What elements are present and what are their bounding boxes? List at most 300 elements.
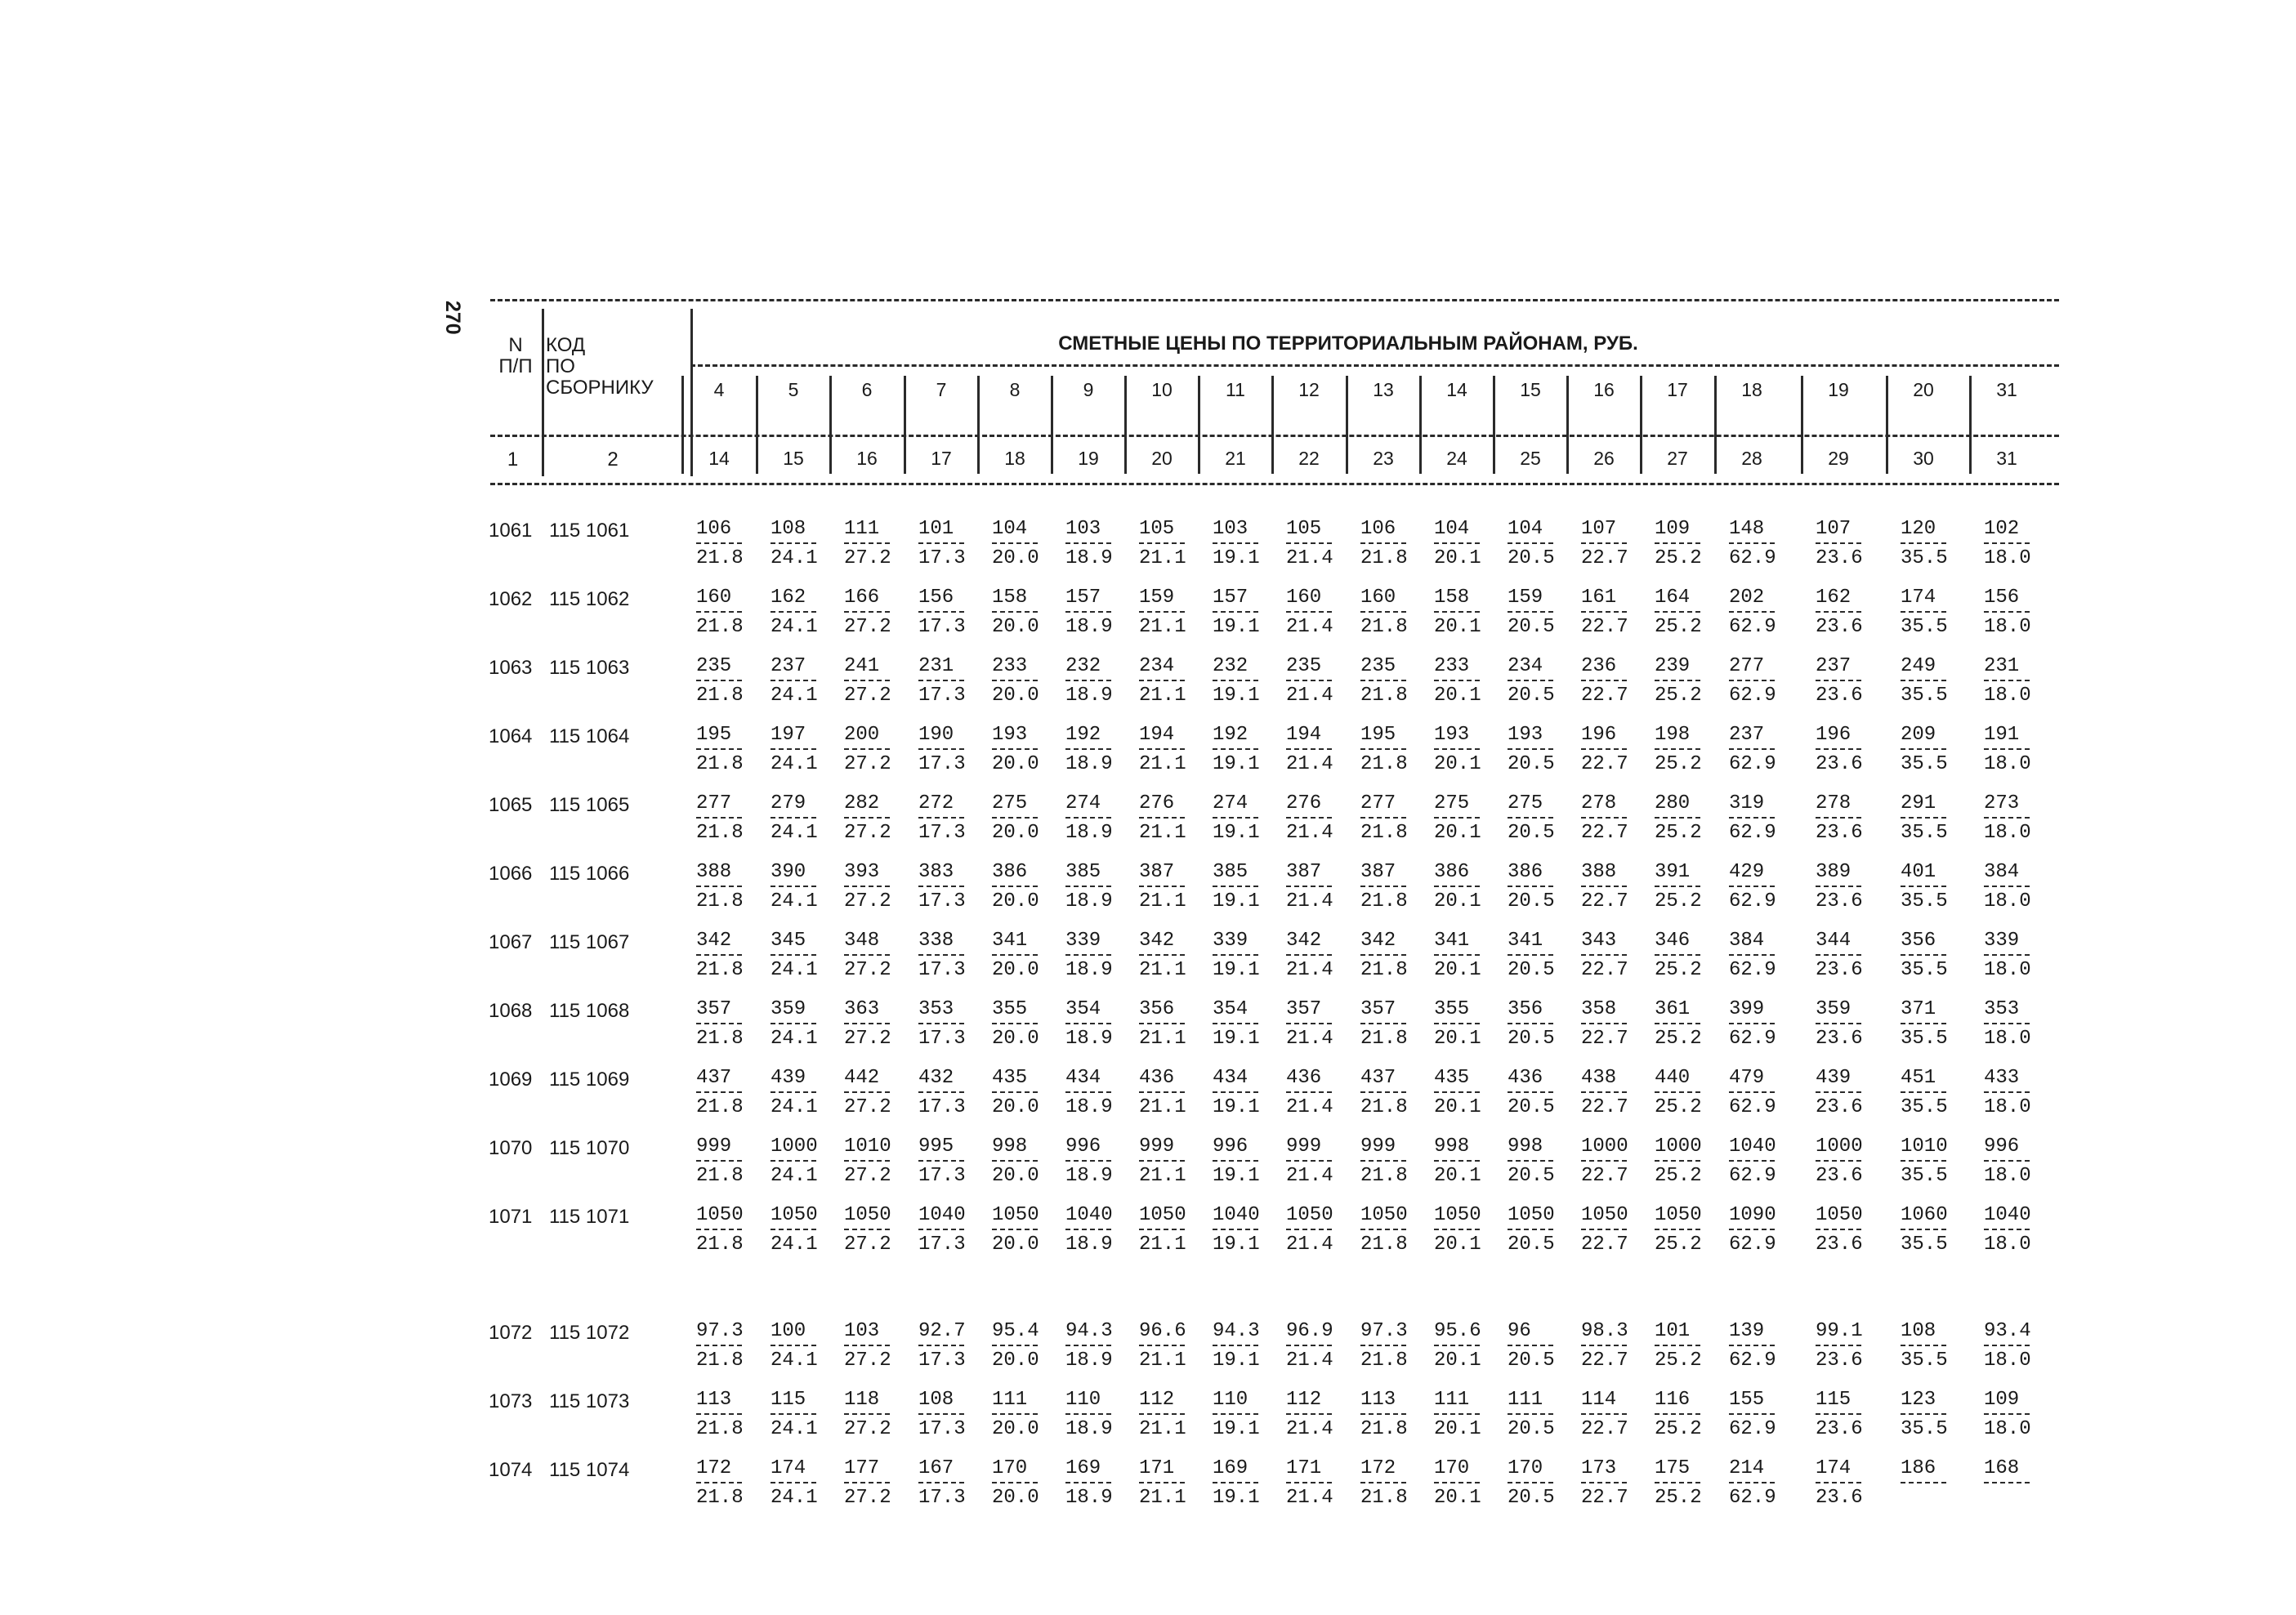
fraction-bar (1984, 1160, 2030, 1162)
price-value: 194 (1139, 724, 1175, 746)
fraction-bar (1581, 748, 1627, 750)
fraction-bar (1065, 1413, 1111, 1415)
price-index: 21.8 (1360, 685, 1408, 707)
fraction-bar (1213, 1413, 1258, 1415)
price-index: 20.5 (1508, 1418, 1555, 1440)
price-index: 27.2 (844, 547, 891, 569)
price-value: 357 (1360, 998, 1396, 1020)
header-region-20: 20 (1913, 379, 1934, 400)
price-value: 209 (1901, 724, 1936, 746)
header-divider-n (542, 309, 544, 476)
header-column-divider (1493, 376, 1495, 474)
fraction-bar (1360, 542, 1406, 544)
header-column-number-23: 23 (1373, 448, 1394, 469)
price-index: 21.8 (696, 822, 744, 844)
fraction-bar (771, 1482, 816, 1483)
price-cell (918, 1135, 984, 1188)
fraction-bar (1360, 954, 1406, 956)
price-value: 101 (918, 518, 954, 540)
fraction-bar (918, 1229, 964, 1230)
price-value: 387 (1286, 861, 1322, 883)
price-index: 21.8 (1360, 1234, 1408, 1256)
fraction-bar (992, 1160, 1038, 1162)
price-index: 27.2 (844, 1028, 891, 1050)
price-cell (992, 1457, 1057, 1510)
fraction-bar (1816, 611, 1861, 613)
header-region-6: 6 (861, 379, 873, 400)
fraction-bar (992, 817, 1038, 819)
price-index: 21.1 (1139, 1096, 1186, 1118)
price-index: 23.6 (1816, 1350, 1863, 1372)
price-index: 21.4 (1286, 822, 1333, 844)
header-col-n: N П/П (498, 334, 533, 377)
row-number: 1071 (489, 1206, 533, 1228)
price-value: 388 (1581, 861, 1617, 883)
price-cell (1901, 1135, 1966, 1188)
price-cell (844, 930, 909, 982)
fraction-bar (1655, 680, 1700, 681)
price-cell (1139, 930, 1204, 982)
row-code: 115 1073 (549, 1390, 630, 1412)
fraction-bar (1213, 1482, 1258, 1483)
price-cell (992, 861, 1057, 913)
fraction-bar (1816, 817, 1861, 819)
row-number: 1069 (489, 1068, 533, 1091)
row-code: 115 1072 (549, 1322, 630, 1344)
price-value: 384 (1729, 930, 1765, 952)
fraction-bar (1065, 1023, 1111, 1024)
row-code: 115 1061 (549, 520, 630, 542)
price-cell (918, 1389, 984, 1441)
price-index: 62.9 (1729, 1234, 1776, 1256)
fraction-bar (1655, 1229, 1700, 1230)
price-value: 434 (1213, 1067, 1249, 1089)
price-cell (992, 724, 1057, 776)
price-index: 23.6 (1816, 547, 1863, 569)
fraction-bar (1139, 954, 1185, 956)
fraction-bar (1655, 748, 1700, 750)
price-cell (1984, 998, 2049, 1051)
price-cell (918, 655, 984, 707)
price-cell (992, 930, 1057, 982)
price-cell (844, 724, 909, 776)
fraction-bar (1816, 680, 1861, 681)
price-index: 27.2 (844, 1096, 891, 1118)
price-value: 1040 (1065, 1204, 1113, 1226)
price-index: 20.5 (1508, 1165, 1555, 1187)
price-cell (1655, 1389, 1720, 1441)
price-value: 277 (696, 792, 732, 814)
header-region-4: 4 (713, 379, 725, 400)
fraction-bar (1729, 817, 1775, 819)
fraction-bar (1581, 1482, 1627, 1483)
fraction-bar (1286, 748, 1332, 750)
price-cell (1984, 655, 2049, 707)
price-index: 24.1 (771, 1418, 818, 1440)
price-index: 27.2 (844, 753, 891, 775)
fraction-bar (1655, 1023, 1700, 1024)
fraction-bar (992, 954, 1038, 956)
header-title-rule (690, 364, 2059, 367)
price-index: 21.8 (696, 1487, 744, 1509)
price-value: 168 (1984, 1457, 2020, 1479)
price-cell (1729, 1204, 1794, 1256)
price-cell (1508, 792, 1573, 845)
fraction-bar (771, 1160, 816, 1162)
fraction-bar (1434, 954, 1480, 956)
price-index: 20.5 (1508, 1096, 1555, 1118)
price-value: 172 (696, 1457, 732, 1479)
header-top-rule (490, 299, 2059, 301)
price-cell (1581, 655, 1646, 707)
price-cell (1434, 587, 1499, 639)
fraction-bar (844, 1413, 890, 1415)
price-value: 999 (1360, 1135, 1396, 1158)
price-index: 19.1 (1213, 890, 1260, 912)
fraction-bar (696, 542, 742, 544)
fraction-bar (1065, 611, 1111, 613)
price-value: 214 (1729, 1457, 1765, 1479)
price-cell (992, 518, 1057, 570)
price-value: 393 (844, 861, 880, 883)
price-cell (1434, 1204, 1499, 1256)
price-cell (1729, 1457, 1794, 1510)
price-cell (1213, 792, 1278, 845)
price-index: 20.5 (1508, 959, 1555, 981)
fraction-bar (1139, 886, 1185, 887)
price-cell (1360, 587, 1426, 639)
price-value: 241 (844, 655, 880, 677)
price-value: 1010 (1901, 1135, 1948, 1158)
price-value: 171 (1286, 1457, 1322, 1479)
price-value: 105 (1286, 518, 1322, 540)
price-value: 170 (992, 1457, 1028, 1479)
price-cell (1213, 587, 1278, 639)
row-number: 1061 (489, 520, 533, 542)
header-column-divider (1346, 376, 1348, 474)
price-index: 21.8 (1360, 1096, 1408, 1118)
price-value: 272 (918, 792, 954, 814)
price-cell (1434, 724, 1499, 776)
fraction-bar (918, 817, 964, 819)
price-value: 97.3 (1360, 1320, 1408, 1342)
price-index: 21.8 (1360, 1028, 1408, 1050)
price-index: 22.7 (1581, 685, 1628, 707)
price-value: 162 (1816, 587, 1852, 609)
price-value: 115 (771, 1389, 806, 1411)
fraction-bar (1508, 817, 1553, 819)
price-cell (1139, 655, 1204, 707)
price-index: 20.1 (1434, 1350, 1481, 1372)
fraction-bar (1360, 886, 1406, 887)
price-value: 170 (1434, 1457, 1470, 1479)
fraction-bar (1434, 611, 1480, 613)
price-cell (1984, 518, 2049, 570)
price-cell (696, 518, 762, 570)
price-index: 35.5 (1901, 822, 1948, 844)
header-region-13: 13 (1373, 379, 1394, 400)
price-index: 20.5 (1508, 1487, 1555, 1509)
price-cell (1286, 518, 1351, 570)
price-cell (1816, 724, 1881, 776)
price-cell (1434, 998, 1499, 1051)
price-index: 20.0 (992, 1418, 1039, 1440)
fraction-bar (1816, 954, 1861, 956)
price-index: 27.2 (844, 685, 891, 707)
fraction-bar (1984, 1091, 2030, 1093)
price-value: 435 (992, 1067, 1028, 1089)
header-region-10: 10 (1151, 379, 1173, 400)
price-cell (1729, 724, 1794, 776)
price-value: 95.4 (992, 1320, 1039, 1342)
price-value: 276 (1139, 792, 1175, 814)
price-index: 21.8 (696, 1350, 744, 1372)
price-index: 25.2 (1655, 1418, 1702, 1440)
price-index: 19.1 (1213, 1234, 1260, 1256)
price-index: 20.1 (1434, 1487, 1481, 1509)
price-value: 167 (918, 1457, 954, 1479)
price-value: 1090 (1729, 1204, 1776, 1226)
fraction-bar (1816, 886, 1861, 887)
fraction-bar (1286, 542, 1332, 544)
price-value: 432 (918, 1067, 954, 1089)
fraction-bar (1139, 611, 1185, 613)
price-index: 23.6 (1816, 1234, 1863, 1256)
price-value: 237 (771, 655, 806, 677)
price-value: 191 (1984, 724, 2020, 746)
price-index: 20.1 (1434, 1096, 1481, 1118)
price-index: 22.7 (1581, 959, 1628, 981)
row-code: 115 1074 (549, 1459, 630, 1481)
fraction-bar (1729, 886, 1775, 887)
price-index: 23.6 (1816, 890, 1863, 912)
fraction-bar (1434, 542, 1480, 544)
price-cell (844, 792, 909, 845)
fraction-bar (1213, 1091, 1258, 1093)
fraction-bar (1729, 611, 1775, 613)
price-cell (1581, 1204, 1646, 1256)
fraction-bar (1286, 1345, 1332, 1346)
fraction-bar (844, 1160, 890, 1162)
price-value: 1050 (992, 1204, 1039, 1226)
price-index: 24.1 (771, 890, 818, 912)
header-column-divider (1714, 376, 1717, 474)
header-title: СМЕТНЫЕ ЦЕНЫ ПО ТЕРРИТОРИАЛЬНЫМ РАЙОНАМ, РУБ. (1058, 332, 1638, 355)
price-value: 105 (1139, 518, 1175, 540)
price-index: 21.1 (1139, 822, 1186, 844)
fraction-bar (992, 1091, 1038, 1093)
price-value: 353 (1984, 998, 2020, 1020)
fraction-bar (1901, 680, 1946, 681)
header-region-11: 11 (1226, 379, 1245, 400)
price-cell (844, 1204, 909, 1256)
price-index: 20.5 (1508, 547, 1555, 569)
price-value: 282 (844, 792, 880, 814)
price-cell (918, 930, 984, 982)
fraction-bar (1360, 680, 1406, 681)
fraction-bar (992, 680, 1038, 681)
price-index: 27.2 (844, 822, 891, 844)
header-column-number-15: 15 (783, 448, 804, 469)
fraction-bar (1984, 954, 2030, 956)
price-index: 20.5 (1508, 1234, 1555, 1256)
price-cell (1816, 792, 1881, 845)
price-value: 996 (1213, 1135, 1249, 1158)
price-value: 155 (1729, 1389, 1765, 1411)
price-value: 385 (1213, 861, 1249, 883)
price-value: 386 (992, 861, 1028, 883)
price-value: 200 (844, 724, 880, 746)
price-value: 1050 (1581, 1204, 1628, 1226)
price-index: 22.7 (1581, 1418, 1628, 1440)
fraction-bar (771, 748, 816, 750)
price-index: 18.0 (1984, 1165, 2031, 1187)
fraction-bar (844, 542, 890, 544)
price-cell (1581, 1457, 1646, 1510)
price-cell (696, 861, 762, 913)
price-value: 999 (1286, 1135, 1322, 1158)
price-cell (771, 792, 836, 845)
price-cell (1065, 724, 1131, 776)
fraction-bar (844, 611, 890, 613)
fraction-bar (696, 611, 742, 613)
price-index: 25.2 (1655, 1234, 1702, 1256)
price-cell (1581, 998, 1646, 1051)
price-index: 24.1 (771, 1165, 818, 1187)
fraction-bar (1065, 817, 1111, 819)
fraction-bar (844, 1482, 890, 1483)
price-cell (1729, 1389, 1794, 1441)
row-number: 1063 (489, 657, 533, 679)
fraction-bar (1065, 542, 1111, 544)
price-index: 18.9 (1065, 685, 1113, 707)
price-value: 342 (1139, 930, 1175, 952)
fraction-bar (1286, 680, 1332, 681)
row-code: 115 1068 (549, 1000, 630, 1022)
fraction-bar (1213, 817, 1258, 819)
price-cell (1581, 861, 1646, 913)
fraction-bar (918, 1160, 964, 1162)
price-value: 196 (1581, 724, 1617, 746)
price-index: 17.3 (918, 1165, 966, 1187)
price-index: 20.0 (992, 1096, 1039, 1118)
price-cell (1434, 518, 1499, 570)
price-cell (918, 792, 984, 845)
price-cell (1434, 1457, 1499, 1510)
price-index: 35.5 (1901, 547, 1948, 569)
price-index: 18.0 (1984, 1234, 2031, 1256)
price-value: 103 (1213, 518, 1249, 540)
price-index: 20.1 (1434, 959, 1481, 981)
price-index: 35.5 (1901, 1165, 1948, 1187)
price-index: 18.9 (1065, 1234, 1113, 1256)
fraction-bar (844, 1229, 890, 1230)
price-index: 23.6 (1816, 753, 1863, 775)
fraction-bar (1360, 1023, 1406, 1024)
price-cell (1816, 1135, 1881, 1188)
price-value: 345 (771, 930, 806, 952)
price-cell (1213, 930, 1278, 982)
price-value: 341 (992, 930, 1028, 952)
price-value: 110 (1065, 1389, 1101, 1411)
price-cell (1901, 587, 1966, 639)
price-cell (992, 1204, 1057, 1256)
price-cell (992, 1389, 1057, 1441)
price-value: 120 (1901, 518, 1936, 540)
price-index: 21.1 (1139, 685, 1186, 707)
price-index: 25.2 (1655, 1096, 1702, 1118)
price-index: 25.2 (1655, 1165, 1702, 1187)
fraction-bar (918, 886, 964, 887)
fraction-bar (1655, 1413, 1700, 1415)
price-cell (1360, 998, 1426, 1051)
fraction-bar (1508, 748, 1553, 750)
price-index: 19.1 (1213, 1350, 1260, 1372)
price-value: 355 (992, 998, 1028, 1020)
price-cell (1816, 861, 1881, 913)
price-cell (1065, 1067, 1131, 1119)
price-cell (1065, 518, 1131, 570)
fraction-bar (1729, 542, 1775, 544)
header-column-divider (1051, 376, 1053, 474)
price-value: 1040 (1984, 1204, 2031, 1226)
price-index: 24.1 (771, 616, 818, 638)
price-value: 1050 (1139, 1204, 1186, 1226)
fraction-bar (1581, 680, 1627, 681)
price-cell (1508, 655, 1573, 707)
price-cell (1729, 861, 1794, 913)
fraction-bar (1984, 1229, 2030, 1230)
price-cell (918, 1204, 984, 1256)
price-value: 97.3 (696, 1320, 744, 1342)
price-index: 18.9 (1065, 890, 1113, 912)
header-region-9: 9 (1083, 379, 1094, 400)
price-value: 390 (771, 861, 806, 883)
price-value: 103 (1065, 518, 1101, 540)
price-cell (1213, 518, 1278, 570)
price-cell (1729, 655, 1794, 707)
price-value: 451 (1901, 1067, 1936, 1089)
price-index: 24.1 (771, 1028, 818, 1050)
price-value: 386 (1434, 861, 1470, 883)
header-column-number-28: 28 (1741, 448, 1762, 469)
price-value: 104 (1508, 518, 1543, 540)
price-index: 25.2 (1655, 685, 1702, 707)
price-cell (1655, 587, 1720, 639)
price-value: 998 (1434, 1135, 1470, 1158)
fraction-bar (1729, 680, 1775, 681)
price-index: 62.9 (1729, 547, 1776, 569)
price-value: 429 (1729, 861, 1765, 883)
price-value: 280 (1655, 792, 1691, 814)
price-value: 197 (771, 724, 806, 746)
header-region-8: 8 (1009, 379, 1021, 400)
price-cell (696, 724, 762, 776)
fraction-bar (1581, 611, 1627, 613)
header-index-rule (490, 435, 2059, 437)
price-cell (1581, 930, 1646, 982)
fraction-bar (1139, 542, 1185, 544)
price-cell (1816, 930, 1881, 982)
header-region-15: 15 (1520, 379, 1541, 400)
price-cell (1655, 998, 1720, 1051)
price-cell (992, 1067, 1057, 1119)
price-index: 19.1 (1213, 685, 1260, 707)
fraction-bar (1984, 817, 2030, 819)
fraction-bar (1286, 886, 1332, 887)
fraction-bar (918, 1023, 964, 1024)
price-value: 192 (1065, 724, 1101, 746)
